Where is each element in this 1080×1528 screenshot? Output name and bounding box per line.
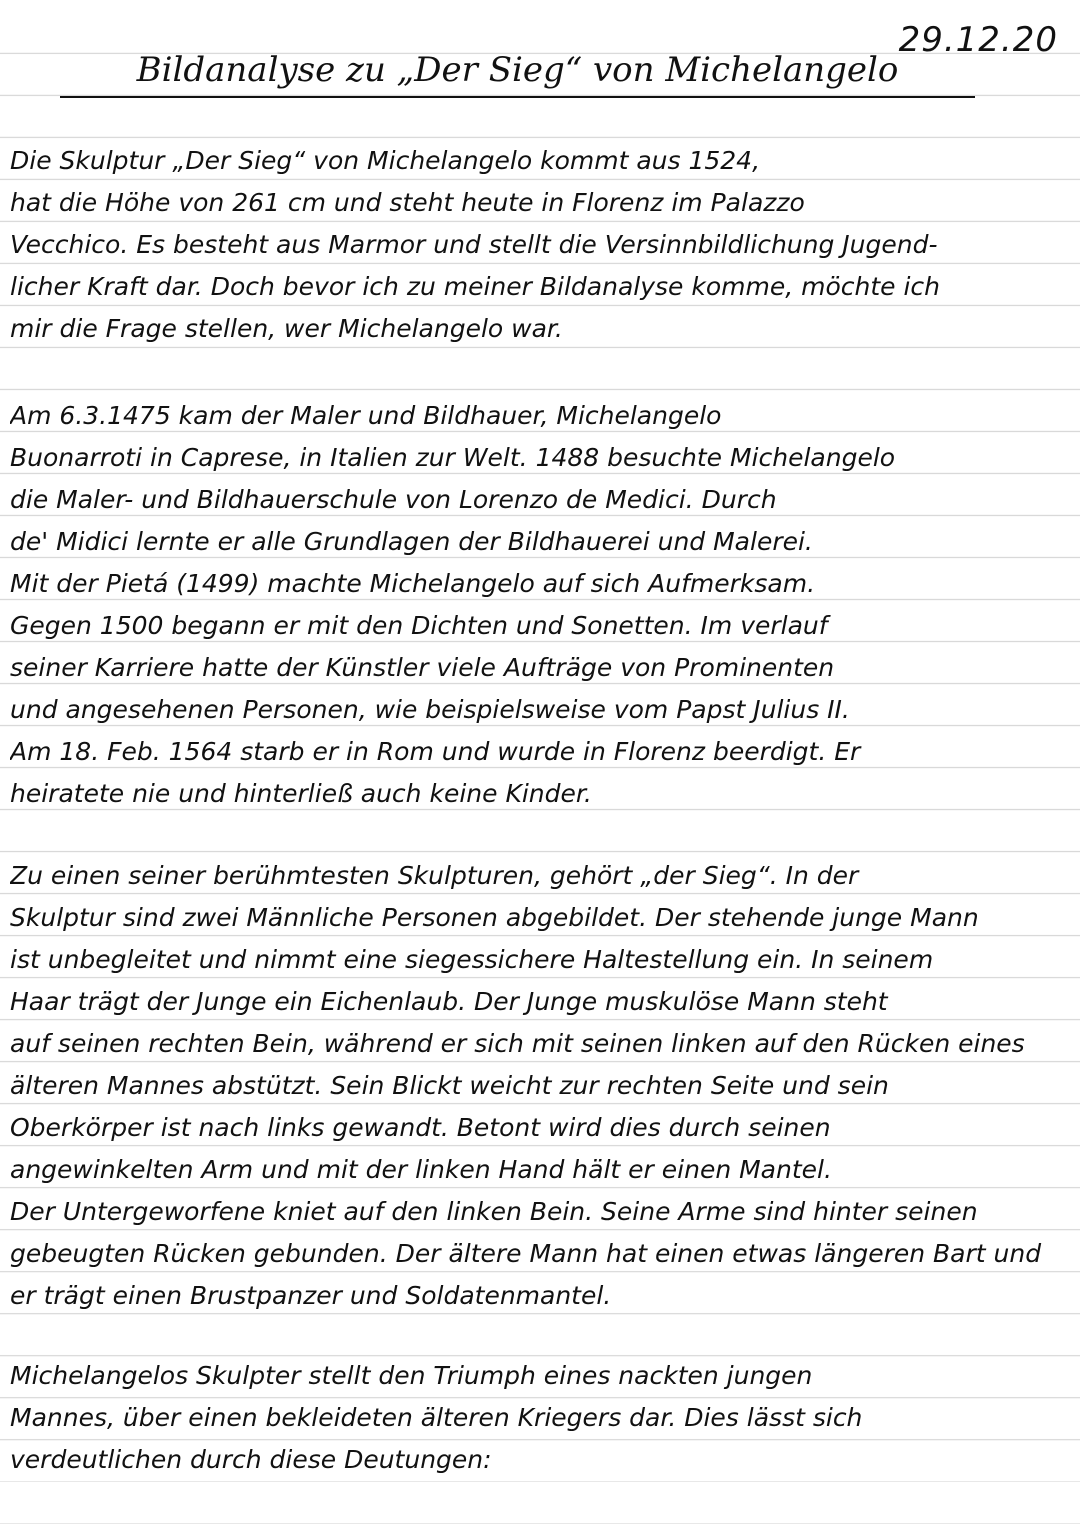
text-line: Michelangelos Skulpter stellt den Triumph eines nackten jungen: [10, 1361, 813, 1390]
paragraph-description: [10, 855, 1070, 1317]
text-line: die Maler- und Bildhauerschule von Lorenzo de Medici. Durch: [10, 485, 777, 514]
text-line: und angesehenen Personen, wie beispielsweise vom Papst Julius II.: [10, 695, 850, 724]
text-line: gebeugten Rücken gebunden. Der ältere Mann hat einen etwas längeren Bart und: [10, 1239, 1042, 1268]
text-line: Am 6.3.1475 kam der Maler und Bildhauer, Michelangelo: [10, 401, 722, 430]
text-line: er trägt einen Brustpanzer und Soldatenmantel.: [10, 1281, 612, 1310]
paragraph-biography: [10, 395, 1070, 815]
text-line: de' Midici lernte er alle Grundlagen der Bildhauerei und Malerei.: [10, 527, 813, 556]
text-line: Mit der Pietá (1499) machte Michelangelo auf sich Aufmerksam.: [10, 569, 816, 598]
text-line: Gegen 1500 begann er mit den Dichten und Sonetten. Im verlauf: [10, 611, 828, 640]
text-line: mir die Frage stellen, wer Michelangelo war.: [10, 314, 563, 343]
text-line: hat die Höhe von 261 cm und steht heute in Florenz im Palazzo: [10, 188, 805, 217]
text-line: verdeutlichen durch diese Deutungen:: [10, 1445, 492, 1474]
text-line: Mannes, über einen bekleideten älteren Kriegers dar. Dies lässt sich: [10, 1403, 863, 1432]
text-line: Oberkörper ist nach links gewandt. Betont wird dies durch seinen: [10, 1113, 831, 1142]
text-line: älteren Mannes abstützt. Sein Blickt weicht zur rechten Seite und sein: [10, 1071, 889, 1100]
text-line: licher Kraft dar. Doch bevor ich zu meiner Bildanalyse komme, möchte ich: [10, 272, 941, 301]
text-line: Die Skulptur „Der Sieg“ von Michelangelo kommt aus 1524,: [10, 146, 761, 175]
text-line: heiratete nie und hinterließ auch keine Kinder.: [10, 779, 592, 808]
date-label: 29.12.20: [898, 20, 1058, 60]
text-line: angewinkelten Arm und mit der linken Hand hält er einen Mantel.: [10, 1155, 832, 1184]
text-line: Haar trägt der Junge ein Eichenlaub. Der Junge muskulöse Mann steht: [10, 987, 888, 1016]
page-title: Bildanalyse zu „Der Sieg“ von Michelangelo: [60, 50, 975, 98]
text-line: Buonarroti in Caprese, in Italien zur Welt. 1488 besuchte Michelangelo: [10, 443, 896, 472]
text-line: Skulptur sind zwei Männliche Personen abgebildet. Der stehende junge Mann: [10, 903, 979, 932]
text-line: Am 18. Feb. 1564 starb er in Rom und wurde in Florenz beerdigt. Er: [10, 737, 861, 766]
text-line: seiner Karriere hatte der Künstler viele Aufträge von Prominenten: [10, 653, 835, 682]
text-line: Vecchico. Es besteht aus Marmor und stellt die Versinnbildlichung Jugend-: [10, 230, 938, 259]
text-line: auf seinen rechten Bein, während er sich mit seinen linken auf den Rücken eines: [10, 1029, 1025, 1058]
paragraph-introduction: [10, 140, 1070, 350]
paragraph-interpretation: [10, 1355, 1070, 1481]
text-line: ist unbegleitet und nimmt eine siegessichere Haltestellung ein. In seinem: [10, 945, 934, 974]
text-line: Zu einen seiner berühmtesten Skulpturen, gehört „der Sieg“. In der: [10, 861, 859, 890]
text-line: Der Untergeworfene kniet auf den linken Bein. Seine Arme sind hinter seinen: [10, 1197, 978, 1226]
